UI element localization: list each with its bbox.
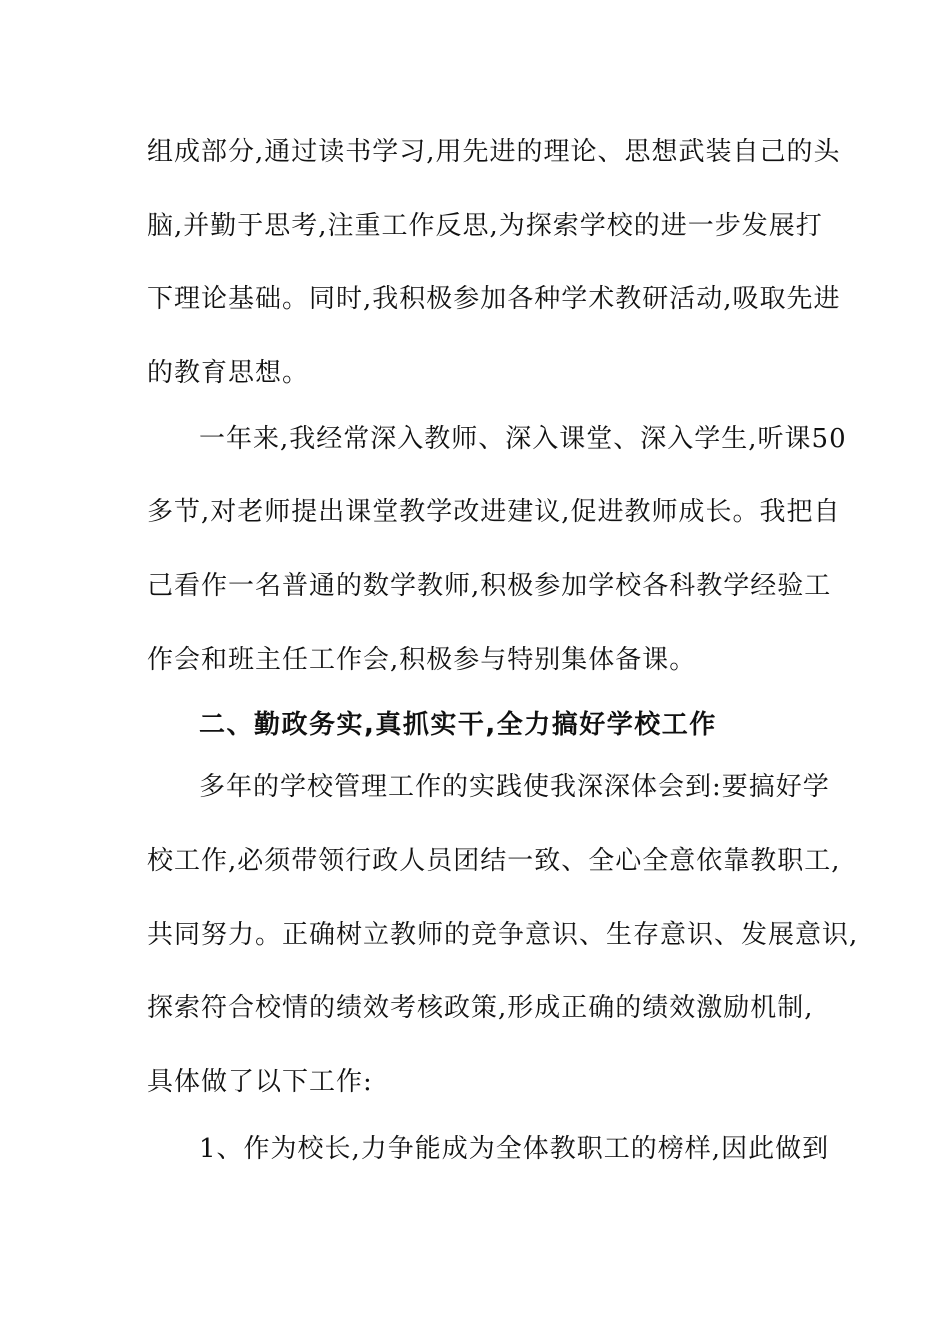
paragraph-3-line-4: 探索符合校情的绩效考核政策,形成正确的绩效激励机制, [147,993,814,1023]
paragraph-2-line-1: 一年来,我经常深入教师、深入课堂、深入学生,听课50 [199,424,847,454]
section-heading-2: 二、勤政务实,真抓实干,全力搞好学校工作 [199,710,717,740]
paragraph-3-line-5: 具体做了以下工作: [147,1067,373,1097]
paragraph-1-line-3: 下理论基础。同时,我积极参加各种学术教研活动,吸取先进 [147,284,841,314]
paragraph-2-line-4: 作会和班主任工作会,积极参与特别集体备课。 [147,645,697,675]
paragraph-1-line-4: 的教育思想。 [147,358,310,388]
paragraph-3-line-3: 共同努力。正确树立教师的竞争意识、生存意识、发展意识, [147,920,859,950]
paragraph-2-line-2: 多节,对老师提出课堂教学改进建议,促进教师成长。我把自 [147,497,841,527]
paragraph-1-line-2: 脑,并勤于思考,注重工作反思,为探索学校的进一步发展打 [147,211,823,241]
paragraph-2-line-3: 己看作一名普通的数学教师,积极参加学校各科教学经验工 [147,571,832,601]
paragraph-4-line-1: 1、作为校长,力争能成为全体教职工的榜样,因此做到 [199,1134,830,1164]
paragraph-1-line-1: 组成部分,通过读书学习,用先进的理论、思想武装自己的头 [147,137,841,167]
paragraph-3-line-2: 校工作,必须带领行政人员团结一致、全心全意依靠教职工, [147,846,841,876]
paragraph-3-line-1: 多年的学校管理工作的实践使我深深体会到:要搞好学 [199,772,830,802]
